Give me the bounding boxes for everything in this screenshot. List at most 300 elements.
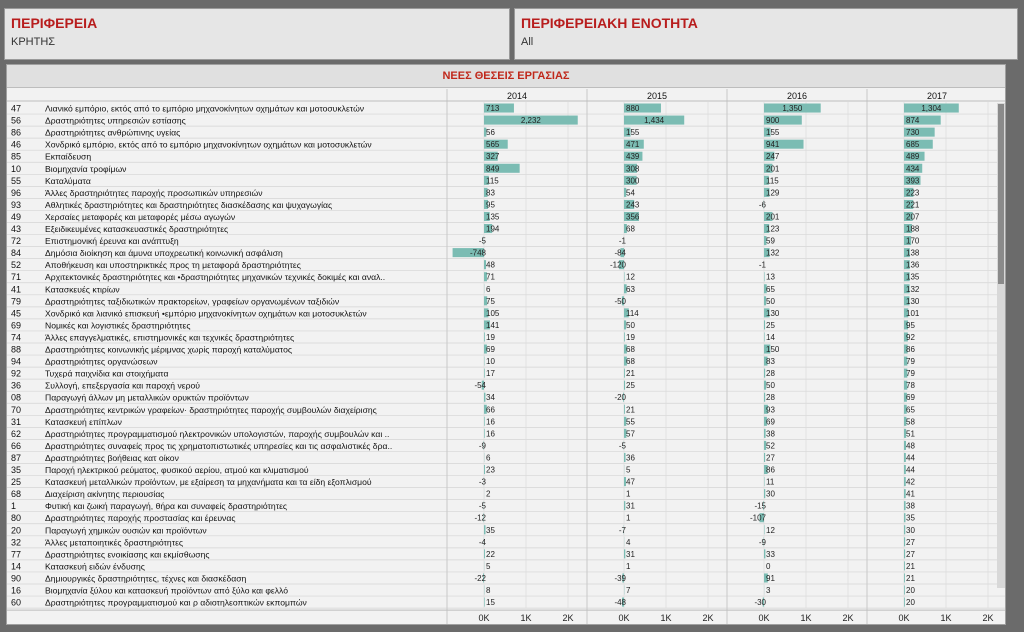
row-label: Χερσαίες μεταφορές και μεταφορές μέσω αγωγών xyxy=(45,211,236,222)
row-label: Κατασκευή επίπλων xyxy=(45,416,122,427)
data-label: 155 xyxy=(766,128,780,138)
data-label: 35 xyxy=(906,513,915,523)
data-label: 471 xyxy=(626,140,640,150)
data-label: -22 xyxy=(474,573,486,583)
data-label: 14 xyxy=(766,332,775,342)
data-label: 243 xyxy=(626,200,640,210)
data-label: 34 xyxy=(486,393,495,403)
bar xyxy=(484,598,485,607)
row-code: 49 xyxy=(11,211,22,222)
data-label: 123 xyxy=(766,224,780,234)
data-label: 57 xyxy=(626,429,635,439)
data-label: 135 xyxy=(906,272,920,282)
row-label: Εκπαίδευση xyxy=(45,151,92,162)
data-label: 1,350 xyxy=(782,104,803,113)
data-label: 849 xyxy=(486,164,500,174)
year-header: 2017 xyxy=(926,91,948,101)
row-code: 43 xyxy=(11,224,22,234)
x-tick-label: 2K xyxy=(562,613,574,623)
data-label: 5 xyxy=(486,561,491,571)
data-label: 685 xyxy=(906,140,920,150)
data-label: 565 xyxy=(486,140,500,150)
data-label: 44 xyxy=(906,453,915,463)
data-label: -20 xyxy=(614,393,626,403)
data-label: 114 xyxy=(626,308,639,318)
row-label: Δημόσια διοίκηση και άμυνα υποχρεωτική κοινωνική ασφάλιση xyxy=(45,248,283,259)
data-label: 434 xyxy=(906,164,920,174)
row-code: 79 xyxy=(11,296,22,307)
data-label: 1 xyxy=(626,513,631,523)
data-label: 21 xyxy=(906,573,915,583)
data-label: 36 xyxy=(626,453,635,463)
data-label: 50 xyxy=(626,320,635,330)
data-label: 47 xyxy=(626,477,635,487)
row-label: Κατασκευή μεταλλικών προϊόντων, με εξαίρεση τα μηχανήματα και τα είδη εξοπλισμού xyxy=(45,477,372,488)
data-label: 68 xyxy=(626,357,635,367)
data-label: 30 xyxy=(766,489,775,499)
data-label: -748 xyxy=(469,248,486,258)
data-label: 1 xyxy=(626,489,631,499)
row-label: Χονδρικό εμπόριο, εκτός από το εμπόριο μηχανοκίνητων οχημάτων και μοτοσυκλετών xyxy=(45,139,372,150)
data-label: 1,304 xyxy=(921,104,942,113)
row-code: 36 xyxy=(11,380,22,391)
data-label: -9 xyxy=(478,441,486,451)
region-filter[interactable] xyxy=(4,8,510,60)
row-label: Άλλες μεταποιητικές δραστηριότητες xyxy=(45,537,184,548)
row-label: Συλλογή, επεξεργασία και παροχή νερού xyxy=(45,380,200,391)
data-label: 223 xyxy=(906,188,920,198)
row-code: 10 xyxy=(11,163,22,174)
data-label: 69 xyxy=(486,345,495,354)
data-label: 30 xyxy=(906,525,915,535)
row-code: 52 xyxy=(11,260,22,271)
data-label: 21 xyxy=(626,405,635,415)
data-label: -1 xyxy=(618,236,626,246)
data-label: 7 xyxy=(626,586,631,595)
data-label: 713 xyxy=(486,104,500,113)
bar xyxy=(624,381,625,390)
data-label: -84 xyxy=(614,248,626,258)
jobs-chart-panel xyxy=(6,64,1006,625)
data-label: 69 xyxy=(906,393,915,403)
bar xyxy=(624,369,625,378)
data-label: 150 xyxy=(766,345,780,354)
data-label: 900 xyxy=(766,116,780,126)
bar xyxy=(764,320,765,329)
data-label: 79 xyxy=(906,369,915,379)
bar xyxy=(624,332,625,341)
data-label: 0 xyxy=(766,561,771,571)
data-label: 201 xyxy=(766,212,780,222)
data-label: 11 xyxy=(766,477,775,487)
row-label: Αποθήκευση και υποστηρικτικές προς τη μεταφορά δραστηριότητες xyxy=(45,260,301,271)
data-label: 2,232 xyxy=(520,116,541,126)
x-tick-label: 0K xyxy=(478,613,490,623)
row-label: Χονδρικό και λιανικό επισκευή •εμπόριο μηχανοκίνητων οχημάτων και μοτοσυκλετών xyxy=(45,308,367,319)
data-label: 23 xyxy=(486,465,495,475)
bar xyxy=(764,332,765,341)
row-code: 85 xyxy=(11,151,22,162)
data-label: 86 xyxy=(766,465,775,475)
row-code: 74 xyxy=(11,332,22,343)
data-label: 1 xyxy=(626,561,631,571)
bar xyxy=(764,453,765,462)
data-label: 58 xyxy=(906,417,915,427)
data-label: 59 xyxy=(766,236,775,246)
data-label: 27 xyxy=(906,549,915,559)
bar xyxy=(904,573,905,582)
year-header: 2015 xyxy=(646,91,668,101)
data-label: -9 xyxy=(758,537,766,547)
data-label: 28 xyxy=(766,393,775,403)
bar xyxy=(484,429,485,438)
data-label: 79 xyxy=(906,357,915,367)
data-label: 65 xyxy=(906,405,915,415)
row-code: 41 xyxy=(11,284,22,295)
row-code: 55 xyxy=(11,175,22,186)
row-label: Άλλες δραστηριότητες παροχής προσωπικών υπηρεσιών xyxy=(45,187,263,198)
data-label: 33 xyxy=(766,549,775,559)
data-label: 48 xyxy=(906,441,915,451)
data-label: 93 xyxy=(766,405,775,415)
row-code: 66 xyxy=(11,440,22,451)
data-label: 65 xyxy=(766,284,775,294)
row-label: Διαχείριση ακίνητης περιουσίας xyxy=(45,489,165,500)
data-label: 27 xyxy=(766,453,775,463)
row-code: 08 xyxy=(11,392,22,403)
data-label: 129 xyxy=(766,188,780,198)
data-label: 188 xyxy=(906,224,920,234)
row-label: Παραγωγή χημικών ουσιών και προϊόντων xyxy=(45,525,207,536)
data-label: -5 xyxy=(618,441,626,451)
data-label: 12 xyxy=(766,525,775,535)
data-label: 63 xyxy=(626,284,635,294)
data-label: 38 xyxy=(906,501,915,511)
row-label: Εξειδικευμένες κατασκευαστικές δραστηριότητες xyxy=(45,224,229,234)
x-tick-label: 2K xyxy=(982,613,994,623)
data-label: -6 xyxy=(758,200,766,210)
row-code: 86 xyxy=(11,127,22,138)
data-label: 83 xyxy=(486,188,495,198)
data-label: 78 xyxy=(906,381,915,391)
data-label: 101 xyxy=(906,308,920,318)
data-label: 16 xyxy=(486,417,495,427)
data-label: 68 xyxy=(626,345,635,354)
data-label: -1 xyxy=(758,260,766,270)
data-label: 25 xyxy=(626,381,635,391)
data-label: -30 xyxy=(754,598,766,608)
vertical-scrollbar[interactable] xyxy=(997,103,1005,588)
data-label: 138 xyxy=(906,248,920,258)
x-tick-label: 1K xyxy=(660,613,672,623)
data-label: -50 xyxy=(614,296,626,306)
data-label: -120 xyxy=(609,260,626,270)
data-label: 92 xyxy=(906,332,915,342)
x-tick-label: 0K xyxy=(758,613,770,623)
row-code: 96 xyxy=(11,187,22,198)
data-label: 1,434 xyxy=(644,116,665,126)
row-code: 87 xyxy=(11,452,22,463)
data-label: 247 xyxy=(766,152,780,162)
bar xyxy=(624,405,625,414)
data-label: 8 xyxy=(486,586,491,595)
data-label: 27 xyxy=(906,537,915,547)
data-label: -48 xyxy=(614,598,626,608)
data-label: 6 xyxy=(486,453,491,463)
row-code: 70 xyxy=(11,404,22,415)
data-label: 66 xyxy=(486,405,495,415)
data-label: 130 xyxy=(766,308,780,318)
data-label: 874 xyxy=(906,116,920,126)
data-label: 115 xyxy=(486,176,499,186)
data-label: 16 xyxy=(486,429,495,439)
data-label: 44 xyxy=(906,465,915,475)
row-code: 56 xyxy=(11,115,22,126)
x-tick-label: 1K xyxy=(520,613,532,623)
row-code: 16 xyxy=(11,585,22,596)
data-label: 132 xyxy=(766,248,780,258)
data-label: 21 xyxy=(626,369,635,379)
data-label: 71 xyxy=(486,272,495,282)
data-label: 31 xyxy=(626,501,635,511)
data-label: 19 xyxy=(626,332,635,342)
data-label: 50 xyxy=(766,296,775,306)
row-label: Αρχιτεκτονικές δραστηριότητες και •δραστηριότητες μηχανικών τεχνικές δοκιμές και αναλ.. xyxy=(45,272,386,283)
data-label: 50 xyxy=(766,381,775,391)
row-code: 35 xyxy=(11,465,22,475)
row-label: Δραστηριότητες ανθρώπινης υγείας xyxy=(45,127,181,138)
row-code: 14 xyxy=(11,561,22,572)
data-label: 19 xyxy=(486,332,495,342)
row-code: 68 xyxy=(11,489,22,500)
row-label: Δραστηριότητες προγραμματισμού ηλεκτρονικών υπολογιστών, παροχής συμβουλών και .. xyxy=(45,428,390,439)
data-label: 25 xyxy=(766,320,775,330)
bar xyxy=(484,465,485,474)
row-label: Βιομηχανία ξύλου και κατασκευή προϊόντων από ξύλο και φελλό xyxy=(45,585,288,596)
x-tick-label: 1K xyxy=(940,613,952,623)
row-code: 46 xyxy=(11,139,22,150)
data-label: 730 xyxy=(906,128,920,138)
row-label: Επιστημονική έρευνα και ανάπτυξη xyxy=(45,236,179,247)
row-code: 25 xyxy=(11,477,22,488)
data-label: -7 xyxy=(618,525,626,535)
data-label: 20 xyxy=(906,586,915,595)
data-label: -5 xyxy=(478,501,486,511)
unit-filter[interactable] xyxy=(514,8,1018,60)
data-label: 56 xyxy=(486,128,495,138)
x-tick-label: 2K xyxy=(702,613,714,623)
data-label: 489 xyxy=(906,152,920,162)
data-label: 69 xyxy=(766,417,775,427)
bar xyxy=(764,369,765,378)
data-label: 52 xyxy=(766,441,775,451)
region-filter-value[interactable]: ΚΡΗΤΗΣ xyxy=(11,36,56,48)
data-label: 12 xyxy=(626,272,635,282)
data-label: 130 xyxy=(906,296,920,306)
row-code: 71 xyxy=(11,272,22,283)
row-label: Φυτική και ζωική παραγωγή, θήρα και συναφείς δραστηριότητες xyxy=(45,501,288,512)
data-label: 91 xyxy=(766,573,775,583)
data-label: 170 xyxy=(906,236,920,246)
bar xyxy=(484,549,485,558)
data-label: 51 xyxy=(906,429,915,439)
data-label: 880 xyxy=(626,104,640,113)
data-label: 22 xyxy=(486,549,495,559)
row-label: Αθλητικές δραστηριότητες και δραστηριότητες διασκέδασης και ψυχαγωγίας xyxy=(45,199,333,210)
data-label: 356 xyxy=(626,212,640,222)
data-label: -39 xyxy=(614,573,626,583)
data-label: 132 xyxy=(906,284,920,294)
row-code: 47 xyxy=(11,103,22,114)
data-label: 28 xyxy=(766,369,775,379)
data-label: 308 xyxy=(626,164,640,174)
scrollbar-thumb[interactable] xyxy=(998,104,1004,284)
bar xyxy=(904,549,905,558)
bar xyxy=(764,525,765,534)
row-code: 77 xyxy=(11,549,22,560)
row-label: Δραστηριότητες παροχής προστασίας και έρευνας xyxy=(45,513,236,524)
unit-filter-value[interactable]: All xyxy=(521,36,534,48)
data-label: 54 xyxy=(626,188,635,198)
bar-chart xyxy=(7,65,1006,625)
row-code: 72 xyxy=(11,236,22,247)
data-label: 15 xyxy=(486,598,495,608)
bar xyxy=(484,369,485,378)
row-code: 92 xyxy=(11,368,22,379)
row-label: Καταλύματα xyxy=(45,175,91,186)
data-label: -12 xyxy=(474,513,486,523)
data-label: 194 xyxy=(486,224,500,234)
data-label: 155 xyxy=(626,128,640,138)
data-label: 136 xyxy=(906,260,920,270)
year-header: 2016 xyxy=(786,91,808,101)
bar xyxy=(484,332,485,341)
data-label: 300 xyxy=(626,176,640,186)
row-code: 84 xyxy=(11,248,22,259)
row-label: Παροχή ηλεκτρικού ρεύματος, φυσικού αερίου, ατμού και κλιματισμού xyxy=(45,465,309,475)
row-label: Τυχερά παιχνίδια και στοιχήματα xyxy=(45,368,169,379)
row-code: 45 xyxy=(11,308,22,319)
data-label: 2 xyxy=(486,489,491,499)
unit-filter-title: ΠΕΡΙΦΕΡΕΙΑΚΗ ΕΝΟΤΗΤΑ xyxy=(521,15,698,31)
row-code: 60 xyxy=(11,597,22,608)
data-label: -5 xyxy=(478,236,486,246)
row-code: 32 xyxy=(11,537,22,548)
row-label: Δραστηριότητες συναφείς προς τις χρηματοπιστωτικές υπηρεσίες και τις ασφαλιστικές δρα.. xyxy=(45,440,393,451)
row-code: 80 xyxy=(11,513,22,524)
region-filter-title: ΠΕΡΙΦΕΡΕΙΑ xyxy=(11,15,98,31)
data-label: 35 xyxy=(486,525,495,535)
data-label: 439 xyxy=(626,152,640,162)
data-label: 207 xyxy=(906,212,920,222)
data-label: 38 xyxy=(766,429,775,439)
row-label: Δραστηριότητες ταξιδιωτικών πρακτορείων, γραφείων οργανωμένων ταξιδιών xyxy=(45,296,340,307)
row-code: 1 xyxy=(11,501,17,512)
x-tick-label: 1K xyxy=(800,613,812,623)
data-label: -3 xyxy=(478,477,486,487)
row-code: 90 xyxy=(11,573,22,584)
data-label: 48 xyxy=(486,260,495,270)
x-tick-label: 0K xyxy=(898,613,910,623)
data-label: 221 xyxy=(906,200,920,210)
year-header: 2014 xyxy=(506,91,528,101)
x-tick-label: 2K xyxy=(842,613,854,623)
row-label: Κατασκευές κτιρίων xyxy=(45,284,120,295)
bar xyxy=(904,561,905,570)
data-label: 393 xyxy=(906,176,920,186)
data-label: 95 xyxy=(486,200,495,210)
data-label: 115 xyxy=(766,176,779,186)
data-label: 201 xyxy=(766,164,780,174)
data-label: 3 xyxy=(766,586,771,595)
row-label: Δραστηριότητες κεντρικών γραφείων· δραστηριότητες παροχής συμβουλών διαχείρισης xyxy=(45,404,377,415)
bar xyxy=(904,586,905,595)
row-code: 94 xyxy=(11,356,22,367)
bar xyxy=(484,417,485,426)
row-label: Κατασκευή ειδών ένδυσης xyxy=(45,561,145,572)
data-label: 941 xyxy=(766,140,780,150)
data-label: 10 xyxy=(486,357,495,367)
row-label: Δραστηριότητες βοήθειας κατ οίκον xyxy=(45,452,179,463)
data-label: 105 xyxy=(486,308,500,318)
row-code: 31 xyxy=(11,416,22,427)
bar xyxy=(904,598,905,607)
data-label: 68 xyxy=(626,224,635,234)
data-label: 31 xyxy=(626,549,635,559)
data-label: 86 xyxy=(906,345,915,354)
data-label: 83 xyxy=(766,357,775,367)
data-label: 135 xyxy=(486,212,500,222)
row-label: Νομικές και λογιστικές δραστηριότητες xyxy=(45,320,191,331)
row-label: Άλλες επαγγελματικές, επιστημονικές και τεχνικές δραστηριότητες xyxy=(45,332,295,343)
data-label: 41 xyxy=(906,489,915,499)
row-label: Βιομηχανία τροφίμων xyxy=(45,163,127,174)
row-label: Δραστηριότητες κοινωνικής μέριμνας χωρίς παροχή καταλύματος xyxy=(45,344,292,355)
data-label: 327 xyxy=(486,152,500,162)
row-label: Δημιουργικές δραστηριότητες, τέχνες και διασκέδαση xyxy=(45,573,247,584)
row-label: Δραστηριότητες προγραμματισμού και ρ αδιοτηλεοπτικών εκπομπών xyxy=(45,597,307,608)
bar xyxy=(764,272,765,281)
data-label: -107 xyxy=(749,513,766,523)
data-label: 13 xyxy=(766,272,775,282)
data-label: -15 xyxy=(754,501,766,511)
row-code: 88 xyxy=(11,344,22,355)
row-code: 20 xyxy=(11,525,22,536)
bar xyxy=(764,393,765,402)
data-label: 95 xyxy=(906,320,915,330)
data-label: 17 xyxy=(486,369,495,379)
row-label: Δραστηριότητες ενοικίασης και εκμίσθωσης xyxy=(45,549,210,560)
data-label: 20 xyxy=(906,598,915,608)
data-label: 4 xyxy=(626,537,631,547)
row-label: Δραστηριότητες υπηρεσιών εστίασης xyxy=(45,115,186,126)
chart-title: ΝΕΕΣ ΘΕΣΕΙΣ ΕΡΓΑΣΙΑΣ xyxy=(7,65,1005,88)
x-tick-label: 0K xyxy=(618,613,630,623)
row-label: Παραγωγή άλλων μη μεταλλικών ορυκτών προϊόντων xyxy=(45,392,249,403)
bar xyxy=(904,537,905,546)
row-code: 93 xyxy=(11,199,22,210)
data-label: -54 xyxy=(474,381,486,391)
row-code: 69 xyxy=(11,320,22,331)
data-label: 5 xyxy=(626,465,631,475)
data-label: 141 xyxy=(486,320,500,330)
row-code: 62 xyxy=(11,428,22,439)
data-label: 55 xyxy=(626,417,635,427)
data-label: -4 xyxy=(478,537,486,547)
data-label: 21 xyxy=(906,561,915,571)
data-label: 42 xyxy=(906,477,915,487)
row-label: Λιανικό εμπόριο, εκτός από το εμπόριο μηχανοκίνητων οχημάτων και μοτοσυκλετών xyxy=(45,103,365,114)
